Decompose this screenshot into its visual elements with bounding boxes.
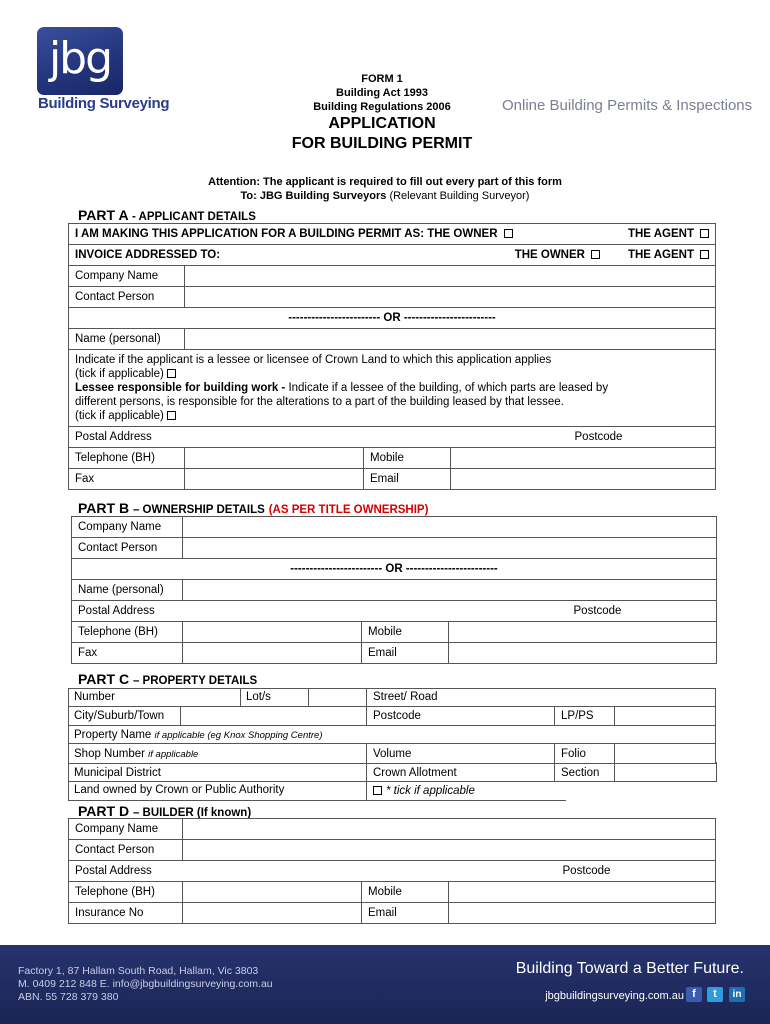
- municipal-label: Municipal District: [74, 767, 161, 779]
- d-email-label: Email: [362, 903, 449, 924]
- mobile-field[interactable]: [451, 448, 716, 469]
- making-as-row: I AM MAKING THIS APPLICATION FOR A BUILDING PERMIT AS: THE OWNER THE AGENT: [69, 224, 716, 245]
- b-mobile-field[interactable]: [449, 622, 717, 643]
- b-email-label: Email: [362, 643, 449, 664]
- contact-field[interactable]: [185, 287, 716, 308]
- email-field[interactable]: [451, 469, 716, 490]
- part-b-red-note: (AS PER TITLE OWNERSHIP): [268, 504, 429, 516]
- b-or-divider: ------------------------ OR ------------------------: [72, 559, 717, 580]
- footer-phone-email: M. 0409 212 848 E. info@jbgbuildingsurveying.com.au: [18, 978, 273, 990]
- part-b-heading: PART B – OWNERSHIP DETAILS (AS PER TITLE OWNERSHIP): [78, 500, 429, 516]
- b-name-label: Name (personal): [72, 580, 183, 601]
- or-divider: ------------------------ OR ------------------------: [69, 308, 716, 329]
- name-label: Name (personal): [69, 329, 185, 350]
- folio-label: Folio: [561, 748, 586, 760]
- act: Building Act 1993: [336, 87, 428, 99]
- company-field[interactable]: [185, 266, 716, 287]
- email-label: Email: [364, 469, 451, 490]
- b-telephone-label: Telephone (BH): [72, 622, 183, 643]
- part-a-heading: [78, 207, 256, 223]
- title-line1: APPLICATION: [328, 115, 436, 132]
- crown-land-tick: * tick if applicable: [373, 785, 475, 797]
- crown-allotment-label: Crown Allotment: [373, 767, 457, 779]
- telephone-field[interactable]: [185, 448, 364, 469]
- jbg-logo: [37, 27, 123, 95]
- d-insurance-label: Insurance No: [69, 903, 183, 924]
- b-telephone-field[interactable]: [183, 622, 362, 643]
- part-a-sub: - APPLICANT DETAILS: [131, 211, 256, 223]
- to-bold: To: JBG Building Surveyors: [240, 190, 387, 202]
- agent-checkbox[interactable]: [700, 229, 709, 238]
- footer-contact: [18, 965, 273, 1004]
- section-label: Section: [561, 767, 600, 779]
- d-telephone-field[interactable]: [183, 882, 362, 903]
- d-postal-row[interactable]: Postal Address Postcode: [69, 861, 716, 882]
- company-label: Company Name: [69, 266, 185, 287]
- linkedin-icon[interactable]: in: [729, 987, 745, 1002]
- owner-checkbox[interactable]: [504, 229, 513, 238]
- part-d-heading: PART D – BUILDER (If known): [78, 803, 252, 819]
- lessee-block: Indicate if the applicant is a lessee or licensee of Crown Land to which this application applies (tick if applicable) Lessee responsible for building work - Indicate if a lessee of the building, of which parts are leased by different persons, is responsible for the alterations to a part of the building leased by that lessee. (tick if applicable): [69, 350, 716, 427]
- b-company-label: Company Name: [72, 517, 183, 538]
- form-number: FORM 1: [361, 73, 403, 85]
- part-b-table: [71, 516, 717, 664]
- c-postcode-label: Postcode: [373, 710, 421, 722]
- regulations: Building Regulations 2006: [313, 101, 451, 113]
- logo-mark: jbg: [48, 33, 112, 84]
- facebook-icon[interactable]: f: [686, 987, 702, 1002]
- shop-label: Shop Number if applicable: [74, 748, 199, 760]
- crown-land-checkbox[interactable]: [373, 786, 382, 795]
- form-header: [282, 72, 482, 114]
- invoice-agent-checkbox[interactable]: [700, 250, 709, 259]
- lessee-responsible-checkbox[interactable]: [167, 411, 176, 420]
- b-email-field[interactable]: [449, 643, 717, 664]
- contact-label: Contact Person: [69, 287, 185, 308]
- crown-land-label: Land owned by Crown or Public Authority: [74, 784, 285, 796]
- mobile-label: Mobile: [364, 448, 451, 469]
- d-company-field[interactable]: [183, 819, 716, 840]
- part-c-heading: PART C – PROPERTY DETAILS: [78, 671, 258, 687]
- invoice-owner-checkbox[interactable]: [591, 250, 600, 259]
- attention-line: Attention: The applicant is required to fill out every part of this form: [208, 176, 562, 188]
- footer-slogan: Building Toward a Better Future.: [515, 960, 744, 977]
- property-name-label: Property Name if applicable (eg Knox Shopping Centre): [74, 729, 323, 741]
- title-line2: FOR BUILDING PERMIT: [291, 135, 473, 152]
- d-telephone-label: Telephone (BH): [69, 882, 183, 903]
- number-label: Number: [74, 691, 115, 703]
- lot-label: Lot/s: [246, 691, 271, 703]
- street-label: Street/ Road: [373, 691, 438, 703]
- b-name-field[interactable]: [183, 580, 717, 601]
- d-mobile-field[interactable]: [449, 882, 716, 903]
- d-contact-field[interactable]: [183, 840, 716, 861]
- b-fax-label: Fax: [72, 643, 183, 664]
- lp-label: LP/PS: [561, 710, 594, 722]
- part-d-table: [68, 818, 716, 924]
- footer-address: Factory 1, 87 Hallam South Road, Hallam, Vic 3803: [18, 965, 259, 977]
- d-email-field[interactable]: [449, 903, 716, 924]
- footer-abn: ABN. 55 728 379 380: [18, 991, 119, 1003]
- city-label: City/Suburb/Town: [74, 710, 165, 722]
- d-insurance-field[interactable]: [183, 903, 362, 924]
- part-a-table: [68, 223, 716, 490]
- b-mobile-label: Mobile: [362, 622, 449, 643]
- b-fax-field[interactable]: [183, 643, 362, 664]
- invoice-row: INVOICE ADDRESSED TO: THE OWNER THE AGENT: [69, 245, 716, 266]
- fax-field[interactable]: [185, 469, 364, 490]
- part-a-label: PART A: [78, 207, 129, 223]
- volume-label: Volume: [373, 748, 412, 760]
- b-contact-label: Contact Person: [72, 538, 183, 559]
- b-contact-field[interactable]: [183, 538, 717, 559]
- to-rest: (Relevant Building Surveyor): [389, 190, 530, 202]
- crown-lessee-checkbox[interactable]: [167, 369, 176, 378]
- to-line: [150, 189, 620, 203]
- twitter-icon[interactable]: t: [707, 987, 723, 1002]
- part-c-grid: [68, 688, 716, 800]
- d-contact-label: Contact Person: [69, 840, 183, 861]
- telephone-label: Telephone (BH): [69, 448, 185, 469]
- b-company-field[interactable]: [183, 517, 717, 538]
- postal-row[interactable]: Postal Address Postcode: [69, 427, 716, 448]
- footer-website[interactable]: jbgbuildingsurveying.com.au: [545, 990, 684, 1002]
- name-field[interactable]: [185, 329, 716, 350]
- tagline: Online Building Permits & Inspections: [502, 97, 753, 114]
- fax-label: Fax: [69, 469, 185, 490]
- logo-text: Building Surveying: [38, 95, 170, 112]
- b-postal-row[interactable]: Postal Address Postcode: [72, 601, 717, 622]
- d-mobile-label: Mobile: [362, 882, 449, 903]
- d-company-label: Company Name: [69, 819, 183, 840]
